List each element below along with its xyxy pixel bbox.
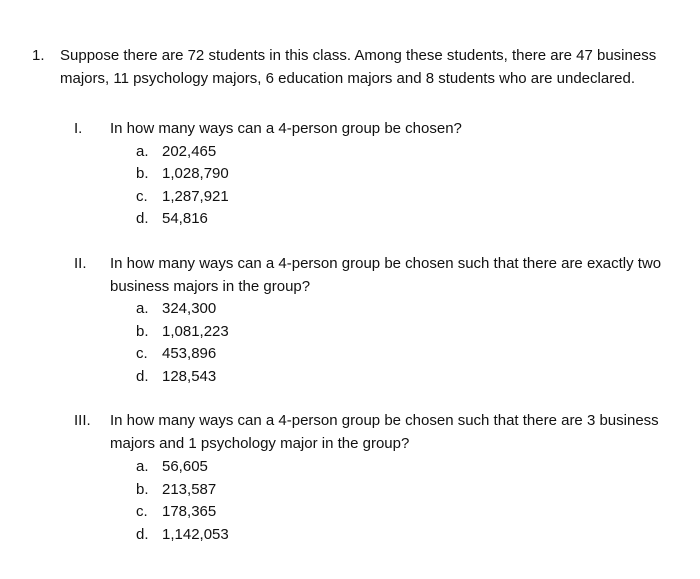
part-numeral: II. [74, 255, 87, 272]
option-a [0, 456, 700, 479]
part-numeral: I. [74, 120, 83, 137]
option-d [0, 208, 700, 231]
question-text: Suppose there are 72 students in this class. Among these students, there are 47 business majors, 11 psychology majors, 6 education majors and 8 students who are undeclared. [60, 47, 657, 87]
part-question-text: In how many ways can a 4-person group be chosen? [110, 120, 462, 137]
option-letter: a. [136, 142, 149, 160]
option-d [0, 524, 700, 547]
option-b [0, 163, 700, 186]
option-b [0, 479, 700, 502]
option-letter: a. [136, 458, 149, 475]
option-a [0, 298, 700, 321]
part-numeral: III. [74, 412, 91, 429]
option-c [0, 501, 700, 524]
option-value: 213,587 [162, 480, 217, 498]
option-letter: b. [136, 165, 149, 182]
option-a [0, 141, 700, 164]
option-letter: c. [136, 187, 148, 205]
option-letter: d. [136, 210, 149, 227]
option-value: 56,605 [162, 458, 208, 475]
option-value: 1,142,053 [162, 525, 229, 543]
option-value: 1,081,223 [162, 322, 229, 340]
part-question-text: In how many ways can a 4-person group be chosen such that there are 3 business majors and 1 psychology major in the group? [110, 412, 659, 452]
option-value: 54,816 [162, 210, 208, 227]
option-value: 178,365 [162, 503, 217, 520]
option-letter: d. [136, 367, 149, 385]
option-letter: c. [136, 345, 148, 362]
option-value: 324,300 [162, 300, 217, 317]
option-d [0, 366, 700, 389]
question-number: 1. [32, 47, 45, 64]
option-letter: c. [136, 503, 148, 520]
option-letter: b. [136, 322, 149, 340]
option-c [0, 343, 700, 366]
part-question-text: In how many ways can a 4-person group be chosen such that there are exactly two business majors in the group? [110, 255, 662, 295]
option-value: 453,896 [162, 345, 217, 362]
option-value: 202,465 [162, 142, 217, 160]
option-value: 1,028,790 [162, 165, 229, 182]
option-value: 1,287,921 [162, 187, 229, 205]
option-b [0, 321, 700, 344]
option-letter: b. [136, 480, 149, 498]
option-value: 128,543 [162, 367, 217, 385]
option-letter: d. [136, 525, 149, 543]
option-letter: a. [136, 300, 149, 317]
option-c [0, 186, 700, 209]
